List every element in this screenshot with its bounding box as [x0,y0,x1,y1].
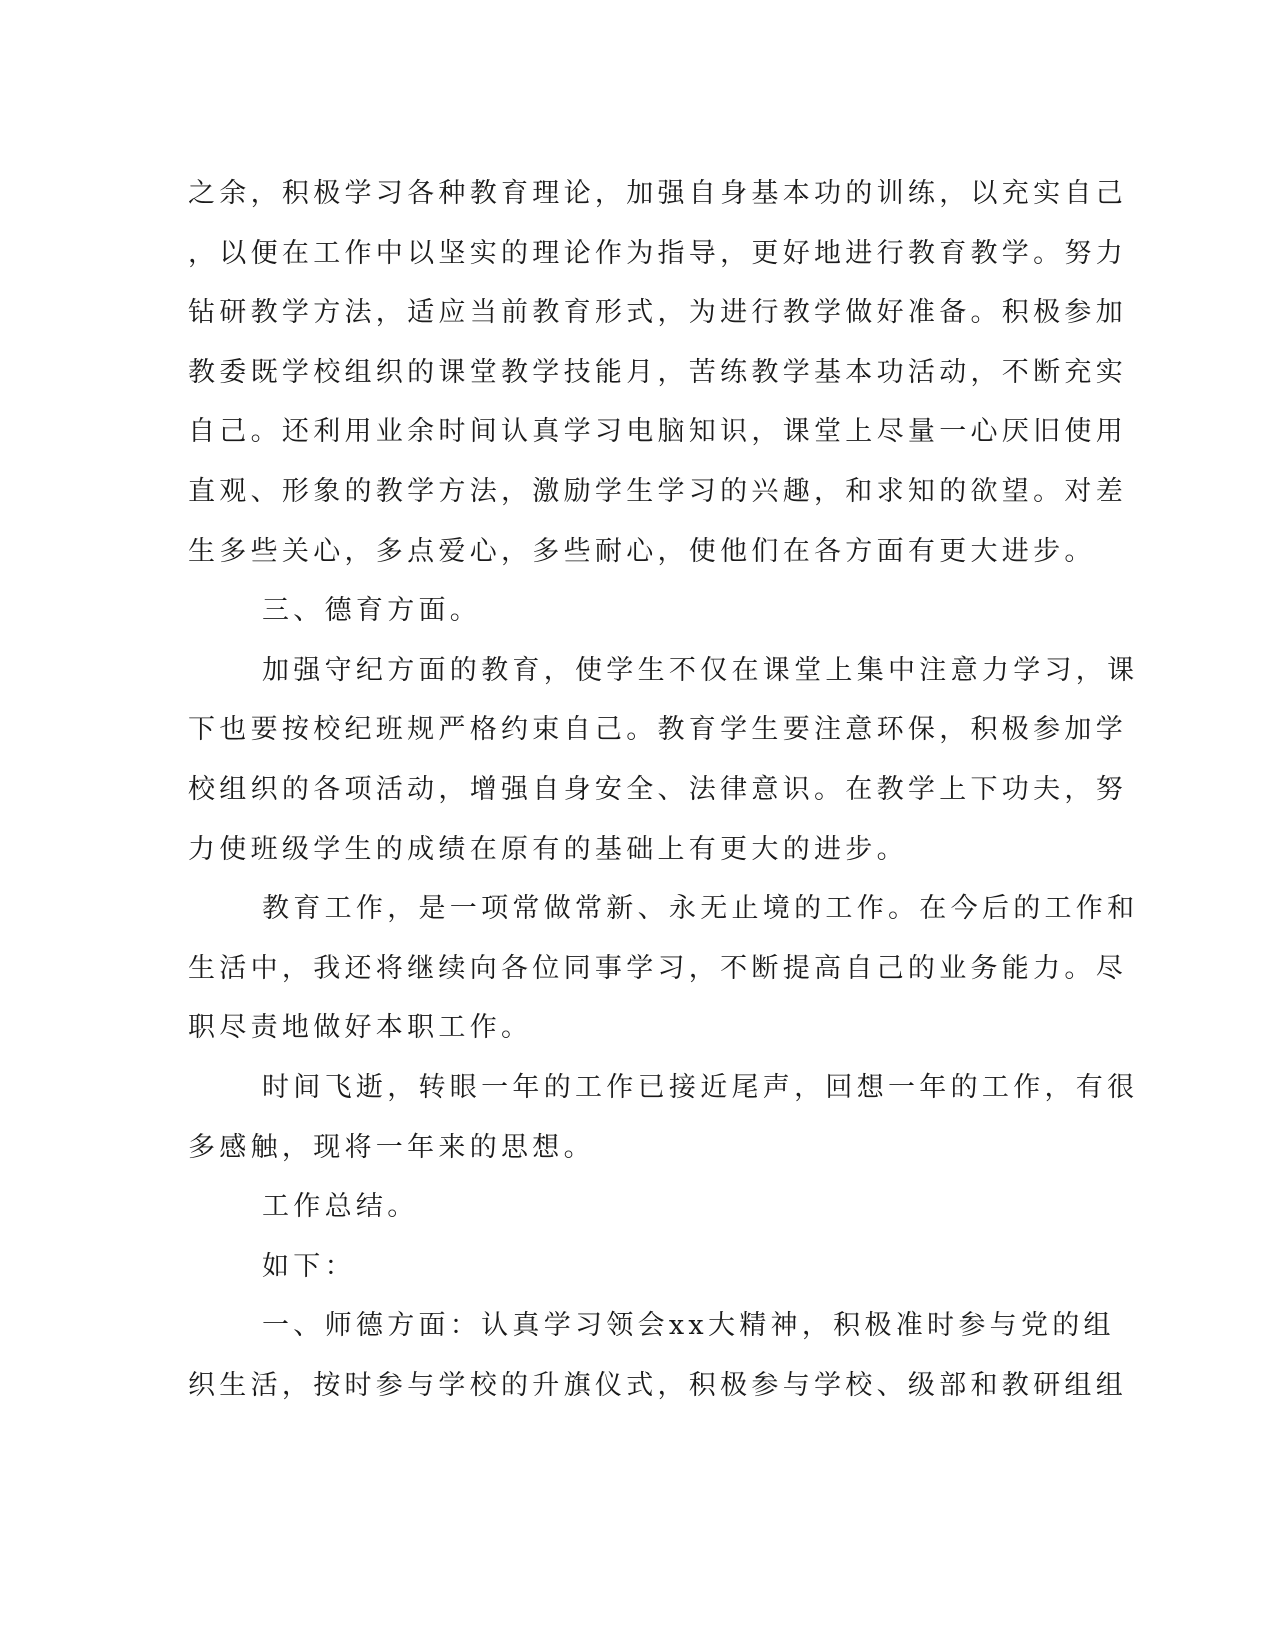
text-line: 工作总结。 [262,1191,419,1223]
text-line: 直观、形象的教学方法，激励学生学习的兴趣，和求知的欲望。对差 [188,475,1127,507]
document-body [188,164,1139,1415]
text-line: 加强守纪方面的教育，使学生不仅在课堂上集中注意力学习，课 [262,654,1139,686]
text-line: 教育工作，是一项常做常新、永无止境的工作。在今后的工作和 [262,893,1139,925]
text-line: 钻研教学方法，适应当前教育形式，为进行教学做好准备。积极参加 [188,297,1127,329]
text-line: 织生活，按时参与学校的升旗仪式，积极参与学校、级部和教研组组 [188,1369,1127,1401]
text-line: 职尽责地做好本职工作。 [188,1012,533,1044]
text-line: 生活中，我还将继续向各位同事学习，不断提高自己的业务能力。尽 [188,952,1127,984]
text-line: 生多些关心，多点爱心，多些耐心，使他们在各方面有更大进步。 [188,535,1096,567]
text-line: 校组织的各项活动，增强自身安全、法律意识。在教学上下功夫，努 [188,773,1127,805]
text-line: 自己。还利用业余时间认真学习电脑知识，课堂上尽量一心厌旧使用 [188,416,1127,448]
text-line: 之余，积极学习各种教育理论，加强自身基本功的训练，以充实自己 [188,178,1127,209]
text-line: 如下： [262,1250,356,1282]
text-line: 下也要按校纪班规严格约束自己。教育学生要注意环保，积极参加学 [188,714,1127,746]
section-heading: 三、德育方面。 [262,595,482,627]
text-line: 力使班级学生的成绩在原有的基础上有更大的进步。 [188,833,908,865]
text-line: ，以便在工作中以坚实的理论作为指导，更好地进行教育教学。努力 [188,237,1127,269]
text-line: 一、师德方面：认真学习领会xx大精神，积极准时参与党的组 [262,1310,1115,1342]
text-line: 多感触，现将一年来的思想。 [188,1131,595,1163]
text-line: 教委既学校组织的课堂教学技能月，苦练教学基本功活动，不断充实 [188,356,1127,388]
text-line: 时间飞逝，转眼一年的工作已接近尾声，回想一年的工作，有很 [262,1071,1139,1103]
